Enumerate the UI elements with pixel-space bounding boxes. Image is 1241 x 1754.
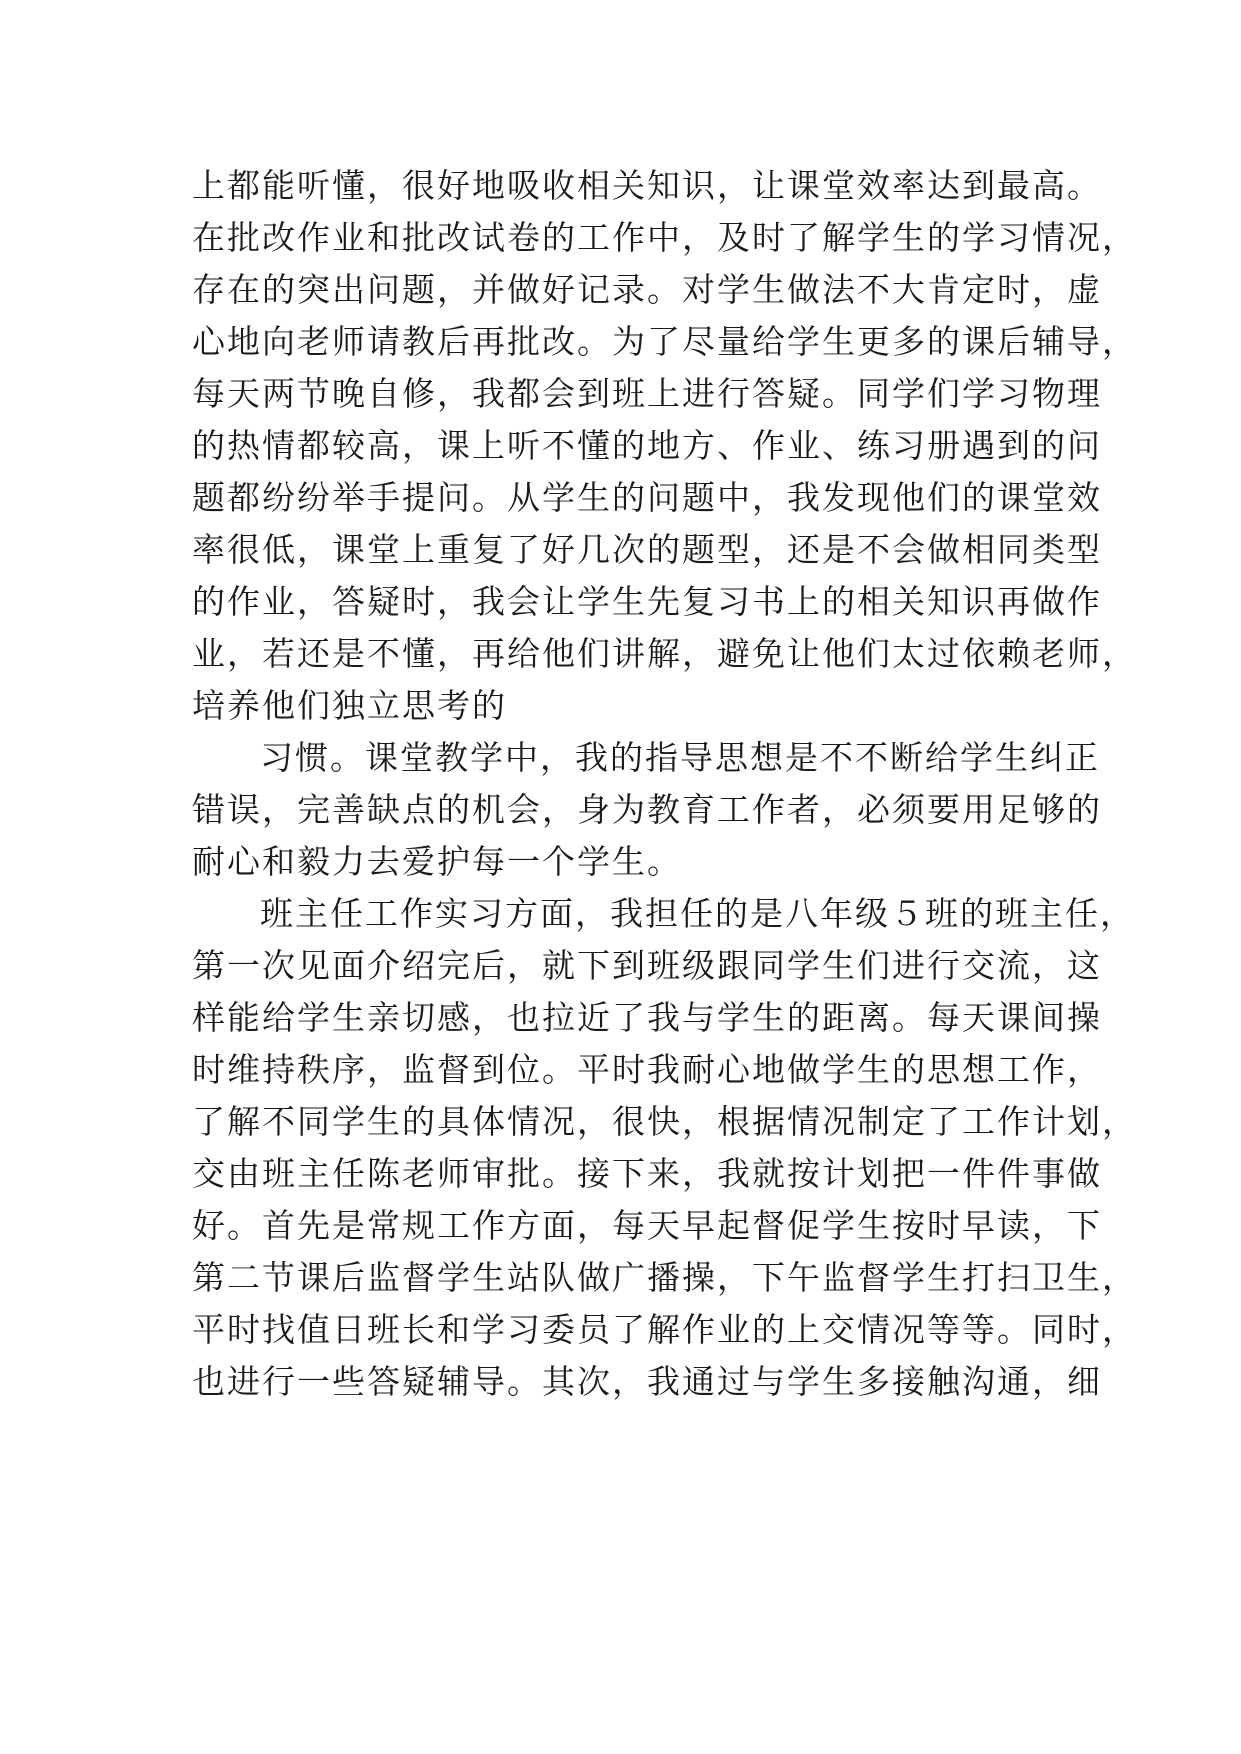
text-line: 错误，完善缺点的机会，身为教育工作者，必须要用足够的 bbox=[192, 790, 1102, 829]
text-line: 第二节课后监督学生站队做广播操，下午监督学生打扫卫生， bbox=[192, 1258, 1137, 1297]
text-line: 耐心和毅力去爱护每一个学生。 bbox=[192, 842, 682, 881]
text-line: 的热情都较高，课上听不懂的地方、作业、练习册遇到的问 bbox=[192, 426, 1102, 465]
text-line: 平时找值日班长和学习委员了解作业的上交情况等等。同时， bbox=[192, 1310, 1137, 1349]
text-line: 交由班主任陈老师审批。接下来，我就按计划把一件件事做 bbox=[192, 1154, 1102, 1193]
text-line: 了解不同学生的具体情况，很快，根据情况制定了工作计划， bbox=[192, 1102, 1137, 1141]
text-line: 心地向老师请教后再批改。为了尽量给学生更多的课后辅导， bbox=[192, 322, 1137, 361]
paragraph-start-line: 班主任工作实习方面，我担任的是八年级５班的班主任， bbox=[260, 894, 1135, 933]
text-line: 的作业，答疑时，我会让学生先复习书上的相关知识再做作 bbox=[192, 582, 1102, 621]
text-line: 率很低，课堂上重复了好几次的题型，还是不会做相同类型 bbox=[192, 530, 1102, 569]
body-text bbox=[192, 160, 1137, 1408]
text-line: 样能给学生亲切感，也拉近了我与学生的距离。每天课间操 bbox=[192, 998, 1102, 1037]
text-line: 每天两节晚自修，我都会到班上进行答疑。同学们学习物理 bbox=[192, 374, 1102, 413]
text-line: 存在的突出问题，并做好记录。对学生做法不大肯定时，虚 bbox=[192, 270, 1102, 309]
text-line: 时维持秩序，监督到位。平时我耐心地做学生的思想工作， bbox=[192, 1050, 1102, 1089]
text-line: 第一次见面介绍完后，就下到班级跟同学生们进行交流，这 bbox=[192, 946, 1102, 985]
text-line: 在批改作业和批改试卷的工作中，及时了解学生的学习情况， bbox=[192, 218, 1137, 257]
text-line: 业，若还是不懂，再给他们讲解，避免让他们太过依赖老师， bbox=[192, 634, 1137, 673]
text-line: 好。首先是常规工作方面，每天早起督促学生按时早读，下 bbox=[192, 1206, 1102, 1245]
text-line: 题都纷纷举手提问。从学生的问题中，我发现他们的课堂效 bbox=[192, 478, 1102, 517]
text-line: 也进行一些答疑辅导。其次，我通过与学生多接触沟通，细 bbox=[192, 1362, 1102, 1401]
text-line: 培养他们独立思考的 bbox=[192, 686, 507, 725]
text-line: 上都能听懂，很好地吸收相关知识，让课堂效率达到最高。 bbox=[192, 166, 1102, 205]
paragraph-start-line: 习惯。课堂教学中，我的指导思想是不不断给学生纠正 bbox=[260, 738, 1100, 777]
